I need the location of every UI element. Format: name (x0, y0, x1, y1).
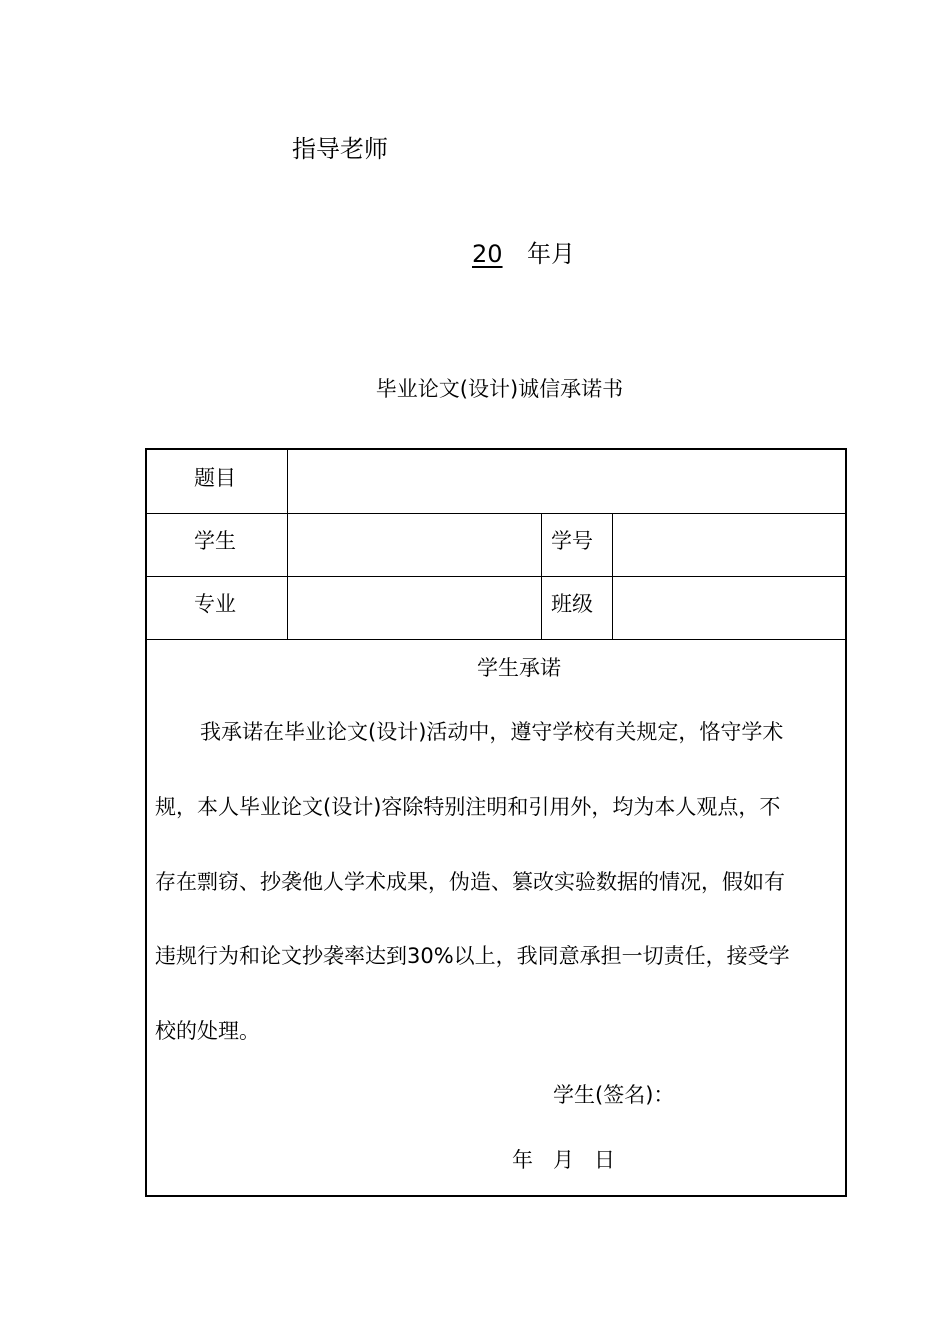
row-divider (147, 576, 845, 577)
pledge-text-line: 规，本人毕业论文(设计)容除特别注明和引用外，均为本人观点，不 (155, 795, 781, 819)
year-prefix: 20 (472, 240, 503, 268)
topic-label: 题目 (194, 466, 236, 490)
advisor-label: 指导老师 (292, 135, 388, 163)
signature-label: 学生(签名)： (553, 1083, 675, 1107)
column-divider (541, 513, 542, 639)
pledge-text-line: 违规行为和论文抄袭率达到30%以上，我同意承担一切责任，接受学 (155, 944, 790, 968)
pledge-text-line: 我承诺在毕业论文(设计)活动中，遵守学校有关规定，恪守学术 (200, 720, 784, 744)
pledge-text-line: 存在剽窃、抄袭他人学术成果，伪造、篡改实验数据的情况，假如有 (155, 870, 785, 894)
pledge-heading: 学生承诺 (477, 656, 561, 680)
row-divider (147, 639, 845, 640)
row-divider (147, 513, 845, 514)
date-line (472, 237, 575, 271)
column-divider (287, 450, 288, 639)
student-label: 学生 (194, 529, 236, 553)
pledge-text-line: 校的处理。 (155, 1019, 260, 1043)
student-id-label: 学号 (551, 529, 593, 553)
major-label: 专业 (194, 592, 236, 616)
pledge-form-table (145, 448, 847, 1197)
class-label: 班级 (551, 592, 593, 616)
signature-date: 年 月 日 (512, 1148, 616, 1172)
document-title: 毕业论文(设计)诚信承诺书 (375, 377, 624, 401)
column-divider (612, 513, 613, 639)
date-suffix: 年月 (527, 240, 575, 268)
